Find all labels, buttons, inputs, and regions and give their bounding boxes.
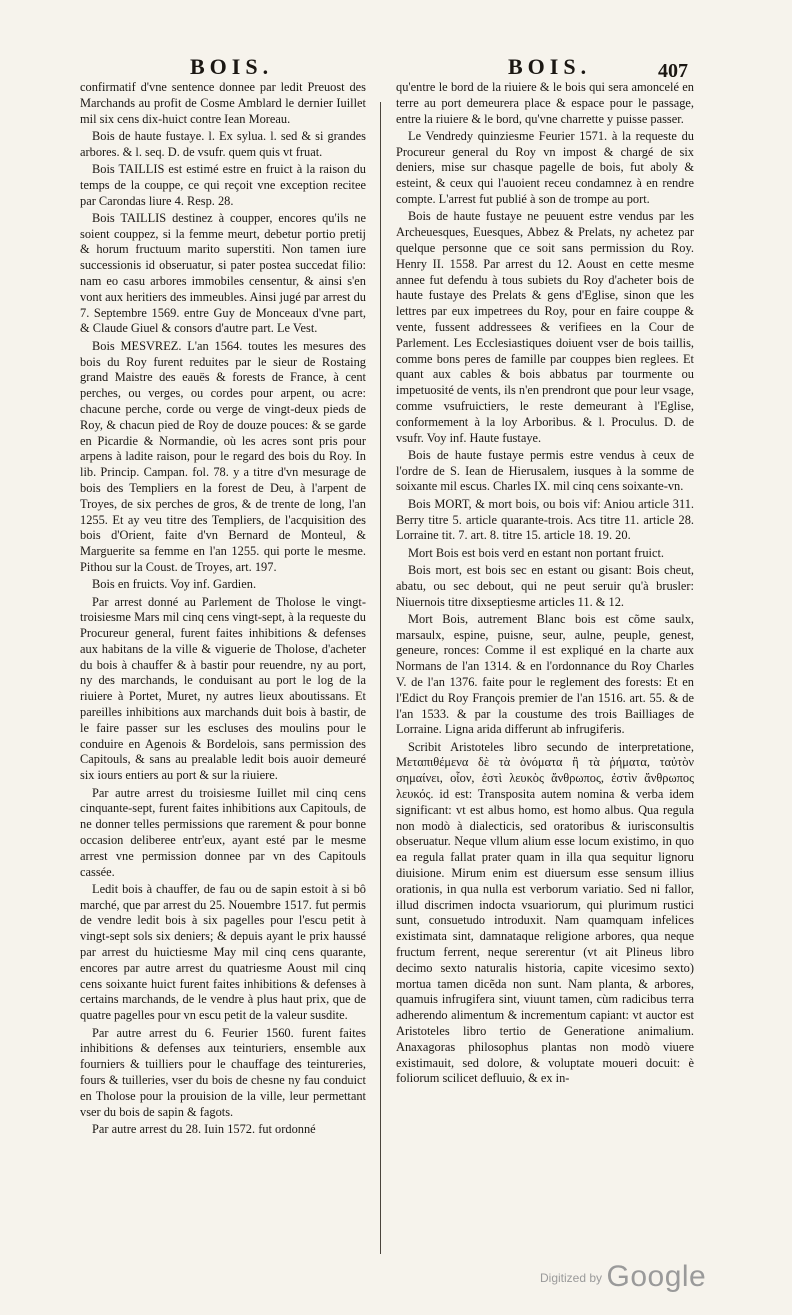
paragraph: Ledit bois à chauffer, de fau ou de sapin estoit à si bô marché, que par arrest du 25. Nouembre 1517. fut permis de vendre ledit bois à six pagelles pour l'escu petit à vingt-sept sols six deniers; & depuis ayant le prix haussé par arrest du huictiesme May mil cinq cens quarante, encores par autre arrest du quatriesme Aoust mil cinq cens soixante huict furent faites inhibitions & defenses à certains marchands, de le vendre à plus haut prix, que de quatre pagelles pour vn escu petit de la valeur susdite. — [80, 881, 366, 1023]
paragraph: qu'entre le bord de la riuiere & le bois qui sera amoncelé en terre au port demeurera place & espace pour le passage, entre la riuiere & le bord, qu'vne charrette y puisse passer. — [396, 80, 694, 126]
digitized-by-google-watermark — [540, 1260, 706, 1294]
running-head-right: BOIS. — [508, 54, 592, 79]
paragraph: Mort Bois est bois verd en estant non portant fruict. — [408, 545, 665, 560]
paragraph: Bois de haute fustaye ne peuuent estre vendus par les Archeuesques, Euesques, Abbez & Prelats, ny achetez par quelque personne que ce soit sans permission du Roy. Henry II. 1558. Par arrest du 12. Aoust en cette mesme annee fut defendu à tous subiets du Roy d'acheter bois de haute fustaye des Prelats & gens d'Eglise, sinon que les lettres par eux impetrees du Roy, pour en faire couppe & vente, fussent addressees & verifiees en la Cour de Parlement. Les Ecclesiastiques doiuent vser de bois taillis, comme bons peres de famille par couppes bien reglees. Et quant aux cables & bois abbatus par tourmente ou impetuosité de vents, ils n'en prendront que pour leur vsage, comme vsufruictiers, le reste demeurant à l'Eglise, conformement à la loy Arboribus. & l. Proculus. D. de vsufr. Voy inf. Haute fustaye. — [396, 209, 694, 445]
paragraph: Par autre arrest du 28. Iuin 1572. fut ordonné — [92, 1121, 316, 1136]
paragraph: Bois de haute fustaye. l. Ex sylua. l. sed & si grandes arbores. & l. seq. D. de vsufr. quem quis vt fruat. — [80, 128, 366, 159]
paragraph: Mort Bois, autrement Blanc bois est cõme saulx, marsaulx, espine, puisne, seur, aulne, peuple, genest, geneure, ronces: Comme il est expliqué en la charte aux Normans de l'an 1314. & en l'ordonnance du Roy Charles V. de l'an 1376. faite pour le reglement des forests: Et en l'Edict du Roy François premier de l'an 1516. art. 55. & de l'an 1533. & par la coustume des trois Bailliages de Lorraine. Ligna arida differunt ab infrugiferis. — [396, 611, 694, 737]
paragraph: Bois de haute fustaye permis estre vendus à ceux de l'ordre de S. Iean de Hierusalem, iusques à la somme de soixante mil escus. Charles IX. mil cinq cens soixante-vn. — [396, 447, 694, 494]
left-column — [80, 80, 366, 1139]
paragraph: Par autre arrest du troisiesme Iuillet mil cinq cens cinquante-sept, furent faites inhibitions aux Capitouls, de ne donner telles permissions que rarement & pour bonne occasion deliberee entr'eux, ayant esté par le mesme arrest vne permission donnee par vn des Capitouls cassée. — [80, 785, 366, 879]
paragraph: Bois en fruicts. Voy inf. Gardien. — [92, 577, 257, 592]
running-head-left: BOIS. — [190, 54, 274, 79]
paragraph: Par autre arrest du 6. Feurier 1560. furent faites inhibitions & defenses aux teinturiers, ensemble aux fourniers & tuilliers pour le chauffage des teintureries, fours & tuilleries, vser du bois de chesne ny fau conduict en Tholose pour la prouision de la ville, leur permettant vser du bois de sapin & fagots. — [80, 1025, 366, 1119]
column-divider — [380, 102, 381, 1254]
paragraph: Scribit Aristoteles libro secundo de interpretatione, Μεταπιθέμενα δὲ τὰ ὀνόματα ἢ τὰ ῥήματα, ταὐτὸν σημαίνει, οἷον, ἐστὶ λευκὸς ἄνθρωπος, ἐστὶν ἄνθρωπος λευκός. id est: Transposita autem nomina & verba idem significant: vt est albus homo, est homo albus. Qua regula non modò à dialecticis, sed oratoribus & iurisconsultis obseruatur. Neque vllum alium esse locum existimo, in quo ea regula fallat prater quam in illa qua sequitur lignoru diuisione. Mirum enim est diuersum esse sensum illius orationis, in qua nulla est verborum variatio. Sed ni fallor, illud discrimen indocta vsuariorum, qui plurimum rustici sunt, consuetudo introduxit. Nam quamquam infelices existimata sint, damnataque religione arbores, qua neque fructum ferrent, neque sererentur (vt ait Plineus libro decimo sexto naturalis historia, capite vicesimo sexto) mortua tamen dicẽda non sunt. Nam planta, & arbores, quamuis infrugifera sint, viuunt tamen, cùm radicibus terra adherendo alimentum & incrementum capiant: vt auctor est Aristoteles libro tertio de Generatione animalium. Anaxagoras philosophus plantas non modò viuere existimauit, sed dolore, & voluptate moueri docuit: è foliorum scilicet defluuio, & ex in- — [396, 739, 694, 1086]
digitized-by-text: Digitized by — [540, 1271, 603, 1285]
paragraph: Bois TAILLIS destinez à coupper, encores qu'ils ne soient couppez, si la femme meurt, debetur portio pretij & horum fructuum marito superstiti. Non tamen iure successionis id obseruatur, si pater postea succedat filio: nam eo casu arbores immobiles censentur, & ainsi s'en vont aux heritiers des immeubles. Ainsi jugé par arrest du 7. Septembre 1569. entre Guy de Monceaux d'vne part, & Claude Giuel & consors d'autre part. Le Vest. — [80, 210, 366, 336]
page-number: 407 — [658, 60, 688, 82]
paragraph: Par arrest donné au Parlement de Tholose le vingt-troisiesme Mars mil cinq cens vingt-sept, à la requeste du Procureur general, furent faites inhibitions & defenses aux habitans de la ville & viguerie de Tholose, d'acheter du bois à chauffer & à bastir pour reuendre, ny au port, ny des marchands, le conduisant au port le log de la riuiere à Portet, Muret, ny autres lieux aboutissans. Et pareilles inhibitions aux marchands duit bois à bastir, de le faire passer sur les escluses des moulins pour le conduire en Agenois & Bordelois, sans permission des Capitouls, & sans au prealable ledit bois auoir demeuré six iours entiers au port & sur la riuiere. — [80, 594, 366, 783]
paragraph: Bois mort, est bois sec en estant ou gisant: Bois cheut, abatu, ou sec debout, qui ne peut seruir qu'à brusler: Niuernois titre dixseptiesme articles 11. & 12. — [396, 562, 694, 609]
paragraph: Bois MORT, & mort bois, ou bois vif: Aniou article 311. Berry titre 5. article quarante-trois. Acs titre 11. article 28. Lorraine tit. 7. art. 8. titre 15. article 18. 19. 20. — [396, 496, 694, 543]
google-logo-text: Google — [606, 1260, 707, 1293]
right-column — [396, 80, 694, 1089]
paragraph: Bois TAILLIS est estimé estre en fruict à la raison du temps de la couppe, ce qui reçoit vne exception recitee par Carondas liure 4. Resp. 28. — [80, 161, 366, 208]
paragraph: Bois MESVREZ. L'an 1564. toutes les mesures des bois du Roy furent reduites par le sieur de Rostaing grand Maistre des eauës & forests de France, à cent perches, ou verges, ou cordes pour arpent, ou acre: chacune perche, corde ou verge de vingt-deux pieds de Roy, & chacun pied de Roy de douze pouces: & se garde en Picardie & Normandie, où les acres sont pris pour arpens à ladite raison, pour le regard des bois du Roy. In lib. Princip. Campan. fol. 78. y a titre d'vn mesurage de bois des Templiers en la forest de Deu, à l'arpent de Troyes, de six perches de gros, & de trente de long, l'an 1255. Et ay veu titre des Templiers, de l'acquisition des bois d'Orient, faite d'vn Bernard de Monteul, & Marguerite sa femme en l'an 1255. qui porte le mesme. Pithou sur la Coust. de Troyes, art. 197. — [80, 338, 366, 574]
paragraph: Le Vendredy quinziesme Feurier 1571. à la requeste du Procureur general du Roy vn impost & chargé de six deniers, mise sur chasque pagelle de bois, fut aboly & esteint, & ceux qui l'auoient receu condamnez à en rendre compte. L'arrest fut publié à son de trompe au port. — [396, 128, 694, 207]
paragraph: confirmatif d'vne sentence donnee par ledit Preuost des Marchands au profit de Cosme Amblard le dernier Iuillet mil six cens dix-huict contre Iean Moreau. — [80, 80, 366, 126]
